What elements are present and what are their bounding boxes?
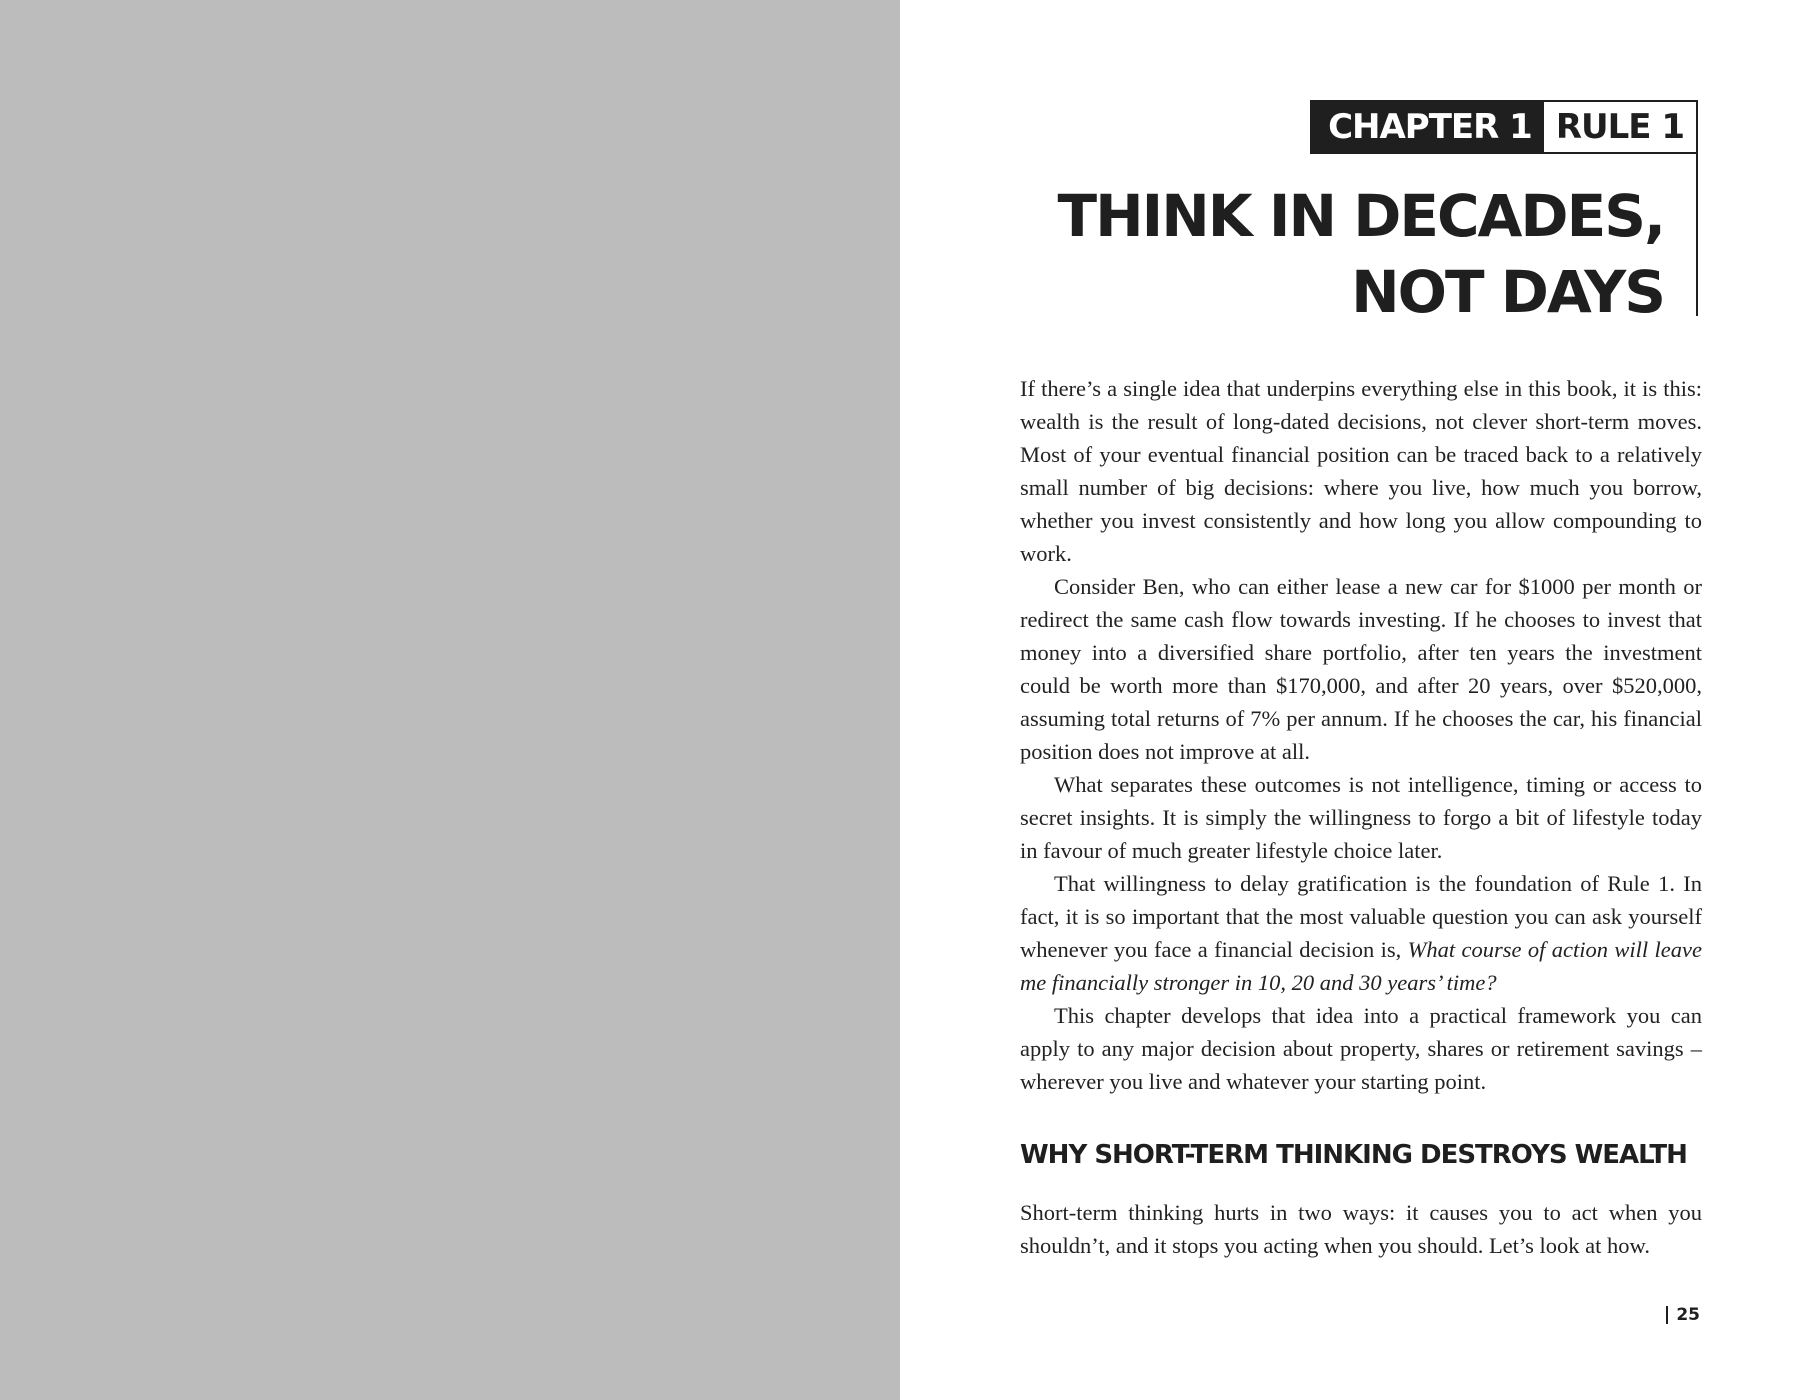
paragraph-4-text: That willingness to delay gratification is the foundation of Rule 1. In fact, it is so important that the most valuable question you can ask yourself whenever you face a financial decision is, — [1020, 871, 1702, 962]
body-text — [1020, 372, 1702, 1098]
title-vertical-rule — [1696, 150, 1698, 316]
right-page — [900, 0, 1800, 1400]
chapter-label — [1310, 100, 1698, 154]
paragraph-5: This chapter develops that idea into a practical framework you can apply to any major decision about property, shares or retirement savings – wherever you live and whatever your starting point. — [1020, 1003, 1702, 1094]
paragraph-2: Consider Ben, who can either lease a new car for $1000 per month or redirect the same cash flow towards investing. If he chooses to invest that money into a diversified share portfolio, after ten years the investment could be worth more than $170,000, and after 20 years, over $520,000, assuming total returns of 7% per annum. If he chooses the car, his financial position does not improve at all. — [1020, 574, 1702, 764]
chapter-title-line-1: THINK IN DECADES, — [1057, 182, 1664, 250]
page-number: 25 — [1676, 1305, 1700, 1325]
section-heading: WHY SHORT-TERM THINKING DESTROYS WEALTH — [1020, 1140, 1687, 1170]
section-paragraph: Short-term thinking hurts in two ways: it causes you to act when you shouldn’t, and it stops you acting when you should. Let’s look at how. — [1020, 1200, 1702, 1258]
paragraph-1: If there’s a single idea that underpins everything else in this book, it is this: wealth is the result of long-dated decisions, not clever short-term moves. Most of your eventual financial position can be traced back to a relatively small number of big decisions: where you live, how much you borrow, whether you invest consistently and how long you allow compounding to work. — [1020, 376, 1702, 566]
paragraph-4 — [1020, 867, 1702, 999]
paragraph-4-italic-question: What course of action will leave me financially stronger in 10, 20 and 30 years’ time? — [1020, 937, 1702, 995]
chapter-title — [1058, 178, 1664, 330]
page-folio — [1666, 1305, 1700, 1325]
chapter-title-line-2: NOT DAYS — [1351, 258, 1664, 326]
rule-number: RULE 1 — [1544, 102, 1696, 152]
paragraph-3: What separates these outcomes is not intelligence, timing or access to secret insights. It is simply the willingness to forgo a bit of lifestyle today in favour of much greater lifestyle choice later. — [1020, 772, 1702, 863]
folio-divider — [1666, 1306, 1668, 1324]
chapter-number: CHAPTER 1 — [1312, 102, 1544, 152]
